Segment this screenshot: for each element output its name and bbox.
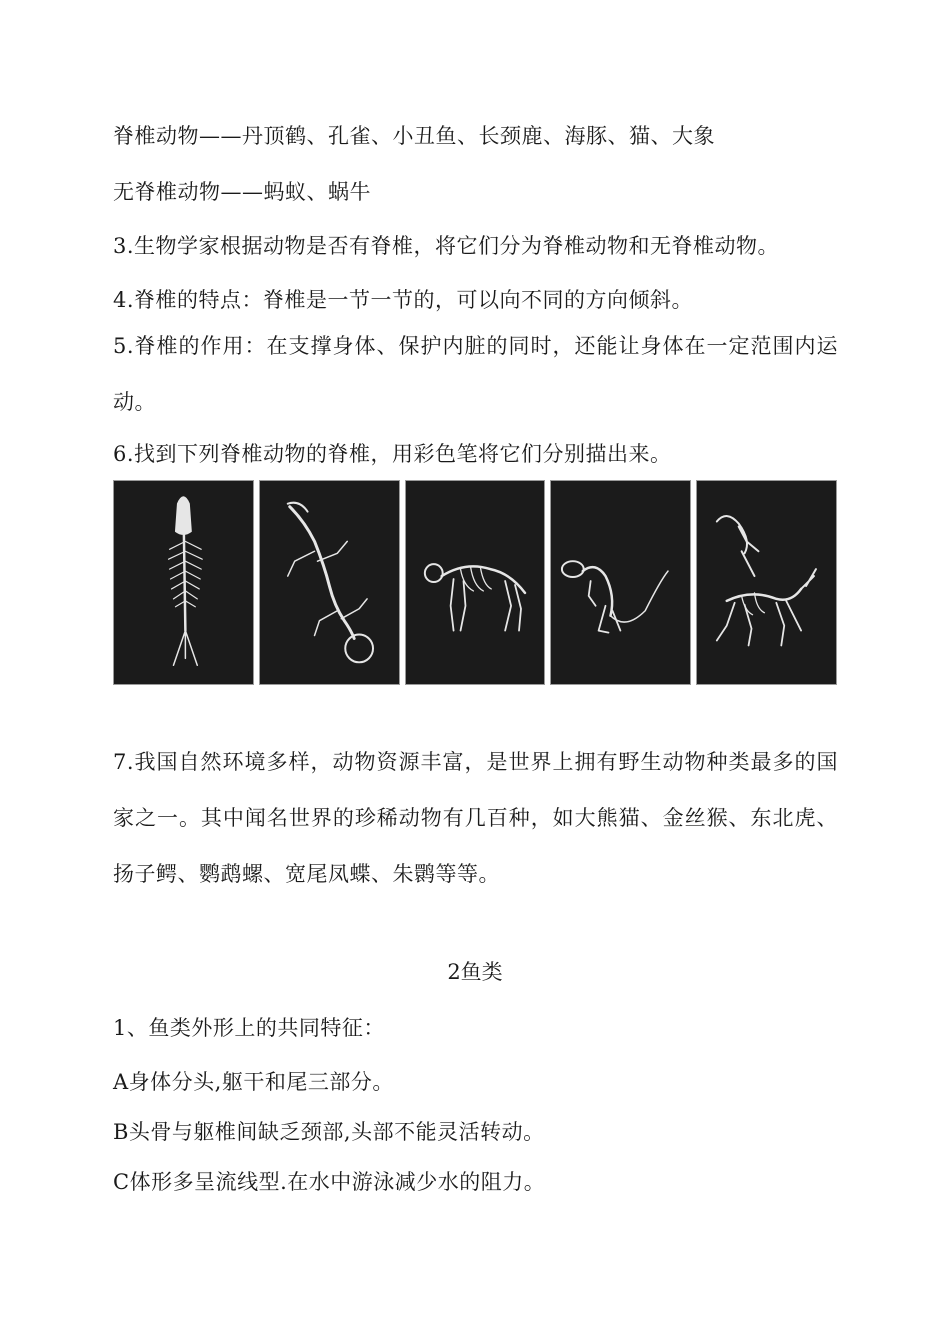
- skeleton-gallery: [113, 480, 837, 685]
- fish-feature-c: C体形多呈流线型.在水中游泳减少水的阻力。: [113, 1170, 546, 1194]
- fish-feature-a: A身体分头,躯干和尾三部分。: [113, 1070, 394, 1094]
- fish-question: 1、鱼类外形上的共同特征：: [113, 1016, 385, 1040]
- lizard-skeleton-image: [259, 480, 400, 685]
- fish-feature-b: B头骨与躯椎间缺乏颈部,头部不能灵活转动。: [113, 1120, 545, 1144]
- section-title: 2鱼类: [447, 960, 503, 984]
- line-vertebrates: 脊椎动物——丹顶鹤、孔雀、小丑鱼、长颈鹿、海豚、猫、大象: [113, 124, 715, 148]
- line-7: 7.我国自然环境多样，动物资源丰富，是世界上拥有野生动物种类最多的国家之一。其中闻名世界的珍稀动物有几百种，如大熊猫、金丝猴、东北虎、扬子鳄、鹦鹉螺、宽尾凤蝶、朱鹮等等。: [113, 750, 838, 886]
- rodent-skeleton-image: [550, 480, 691, 685]
- bird-and-deer-skeletons-image: [696, 480, 837, 685]
- line-5: 5.脊椎的作用：在支撑身体、保护内脏的同时，还能让身体在一定范围内运动。: [113, 334, 838, 414]
- line-invertebrates: 无脊椎动物——蚂蚁、蜗牛: [113, 180, 371, 204]
- line-4: 4.脊椎的特点：脊椎是一节一节的，可以向不同的方向倾斜。: [113, 288, 694, 312]
- line-3: 3.生物学家根据动物是否有脊椎，将它们分为脊椎动物和无脊椎动物。: [113, 234, 780, 258]
- mammal-skeleton-image: [405, 480, 546, 685]
- line-6: 6.找到下列脊椎动物的脊椎，用彩色笔将它们分别描出来。: [113, 442, 672, 466]
- fish-skeleton-image: [113, 480, 254, 685]
